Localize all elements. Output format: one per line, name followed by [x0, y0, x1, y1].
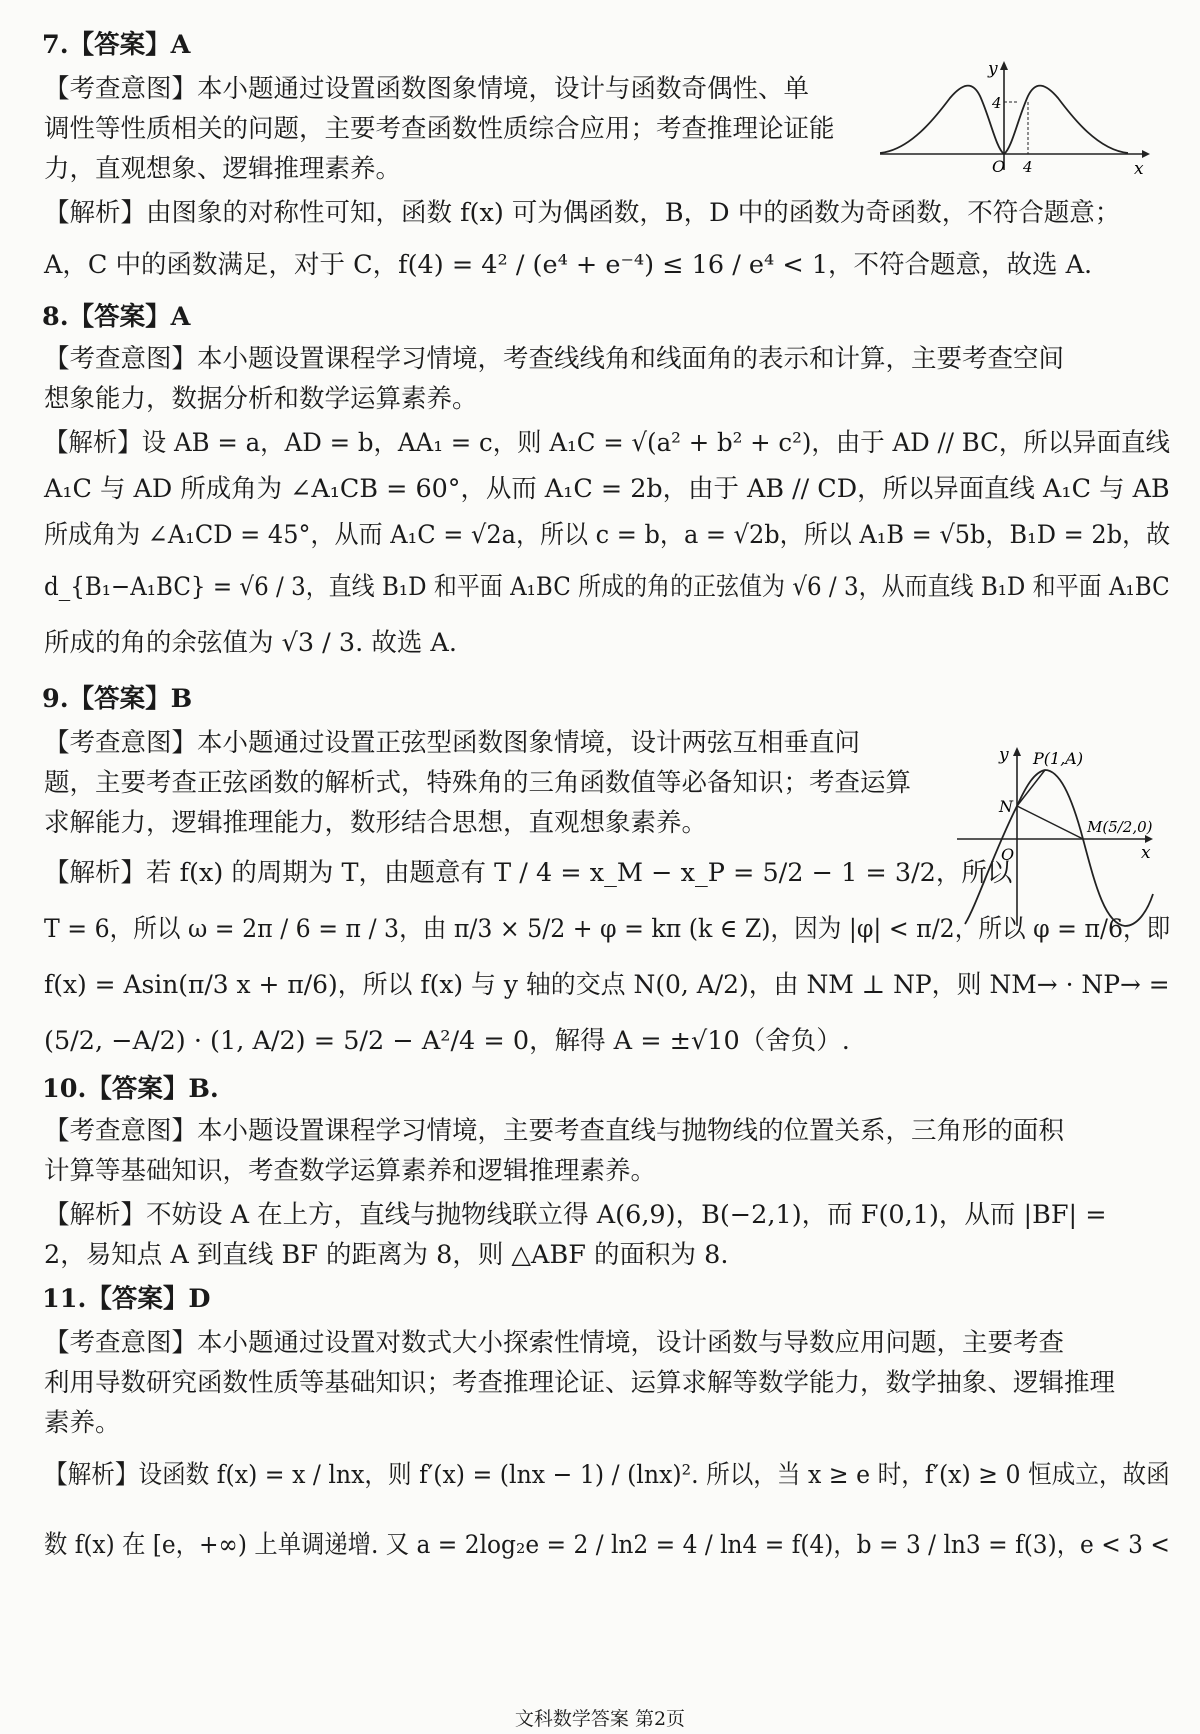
q9-chord-nm [1017, 806, 1083, 839]
q9-point-m: M(5/2,0) [1087, 818, 1153, 836]
q9-x-arrow-icon [1145, 835, 1153, 843]
q11-intent-1: 【考查意图】本小题通过设置对数式大小探索性情境，设计函数与导数应用问题，主要考查 [44, 1328, 1065, 1358]
q8-analysis-1: 【解析】设 AB = a，AD = b，AA₁ = c，则 A₁C = √(a² + b² + c²)，由于 AD // BC，所以异面直线 [44, 428, 1170, 458]
q11-intent-2: 利用导数研究函数性质等基础知识；考查推理论证、运算求解等数学能力，数学抽象、逻辑推理 [44, 1368, 1116, 1398]
q9-x-label: x [1141, 843, 1151, 863]
q10-intent-2: 计算等基础知识，考查数学运算素养和逻辑推理素养。 [44, 1156, 657, 1186]
q7-function-graph [880, 58, 1150, 178]
q7-x-label: x [1134, 159, 1144, 178]
q9-curve [965, 770, 1153, 926]
q7-analysis-1: 【解析】由图象的对称性可知，函数 f(x) 可为偶函数，B，D 中的函数为奇函数，不符合题意； [44, 198, 1121, 228]
q9-analysis-3: f(x) = Asin(π/3 x + π/6)，所以 f(x) 与 y 轴的交点 N(0, A/2)，由 NM ⊥ NP，则 NM→ · NP→ = [44, 970, 1170, 1000]
q9-intent-1: 【考查意图】本小题通过设置正弦型函数图象情境，设计两弦互相垂直问 [44, 728, 861, 758]
q9-y-label: y [999, 745, 1009, 765]
q9-analysis-1: 【解析】若 f(x) 的周期为 T，由题意有 T / 4 = x_M − x_P = 5/2 − 1 = 3/2，所以 [44, 858, 1013, 888]
q7-tick-y: 4 [992, 94, 1002, 112]
q8-analysis-4: d_{B₁−A₁BC} = √6 / 3，直线 B₁D 和平面 A₁BC 所成的角的正弦值为 √6 / 3，从而直线 B₁D 和平面 A₁BC [44, 572, 1170, 602]
q11-answer: 11.【答案】D [42, 1284, 211, 1314]
q8-analysis-2: A₁C 与 AD 所成角为 ∠A₁CB = 60°，从而 A₁C = 2b，由于 AB // CD，所以异面直线 A₁C 与 AB [44, 474, 1170, 504]
q9-point-n: N [999, 797, 1013, 816]
q9-origin-label: O [1001, 845, 1015, 864]
q7-analysis-2: A，C 中的函数满足，对于 C，f(4) = 4² / (e⁴ + e⁻⁴) ≤ 16 / e⁴ < 1，不符合题意，故选 A. [44, 250, 1093, 280]
q7-intent-3: 力，直观想象、逻辑推理素养。 [44, 154, 402, 184]
q9-intent-2: 题，主要考查正弦函数的解析式，特殊角的三角函数值等必备知识；考查运算 [44, 768, 912, 798]
q8-answer: 8.【答案】A [42, 302, 191, 332]
page-footer: 文科数学答案 第2页 [514, 1708, 686, 1730]
q7-intent-1: 【考查意图】本小题通过设置函数图象情境，设计与函数奇偶性、单 [44, 74, 810, 104]
q11-intent-3: 素养。 [44, 1408, 121, 1438]
q10-answer: 10.【答案】B. [42, 1074, 219, 1104]
q9-y-arrow-icon [1013, 747, 1021, 756]
q9-point-p: P(1,A) [1033, 749, 1084, 768]
q9-analysis-2: T = 6，所以 ω = 2π / 6 = π / 3，由 π/3 × 5/2 + φ = kπ (k ∈ Z)，因为 |φ| < π/2，所以 φ = π/6，即 [44, 914, 1171, 944]
q7-y-arrow-icon [1000, 61, 1008, 70]
q7-answer: 7.【答案】A [42, 30, 191, 60]
q7-origin-label: O [992, 157, 1006, 176]
q8-analysis-5: 所成的角的余弦值为 √3 / 3. 故选 A. [44, 628, 457, 658]
q9-intent-3: 求解能力，逻辑推理能力，数形结合思想，直观想象素养。 [44, 808, 708, 838]
q7-intent-2: 调性等性质相关的问题，主要考查函数性质综合应用；考查推理论证能 [44, 114, 835, 144]
q10-analysis-2: 2，易知点 A 到直线 BF 的距离为 8，则 △ABF 的面积为 8. [44, 1240, 729, 1270]
q8-intent-1: 【考查意图】本小题设置课程学习情境，考查线线角和线面角的表示和计算，主要考查空间 [44, 344, 1065, 374]
q11-analysis-2: 数 f(x) 在 [e，+∞) 上单调递增. 又 a = 2log₂e = 2 / ln2 = 4 / ln4 = f(4)，b = 3 / ln3 = f(3)，e < 3 < [44, 1530, 1170, 1560]
q9-chord-np [1017, 770, 1045, 806]
q7-tick-x: 4 [1023, 158, 1033, 176]
q8-analysis-3: 所成角为 ∠A₁CD = 45°，从而 A₁C = √2a，所以 c = b，a = √2b，所以 A₁B = √5b，B₁D = 2b，故 [44, 520, 1171, 550]
q9-sine-graph [955, 744, 1155, 929]
q7-y-label: y [988, 59, 998, 79]
q11-analysis-1: 【解析】设函数 f(x) = x / lnx，则 f′(x) = (lnx − 1) / (lnx)². 所以，当 x ≥ e 时，f′(x) ≥ 0 恒成立，故函 [44, 1460, 1170, 1490]
q10-analysis-1: 【解析】不妨设 A 在上方，直线与抛物线联立得 A(6,9)，B(−2,1)，而 F(0,1)，从而 |BF| = [44, 1200, 1107, 1230]
q7-x-arrow-icon [1142, 150, 1150, 158]
q10-intent-1: 【考查意图】本小题设置课程学习情境，主要考查直线与抛物线的位置关系，三角形的面积 [44, 1116, 1065, 1146]
q9-answer: 9.【答案】B [42, 684, 193, 714]
q8-intent-2: 想象能力，数据分析和数学运算素养。 [44, 384, 478, 414]
q9-analysis-4: (5/2, −A/2) · (1, A/2) = 5/2 − A²/4 = 0，解得 A = ±√10（舍负）. [44, 1026, 850, 1056]
